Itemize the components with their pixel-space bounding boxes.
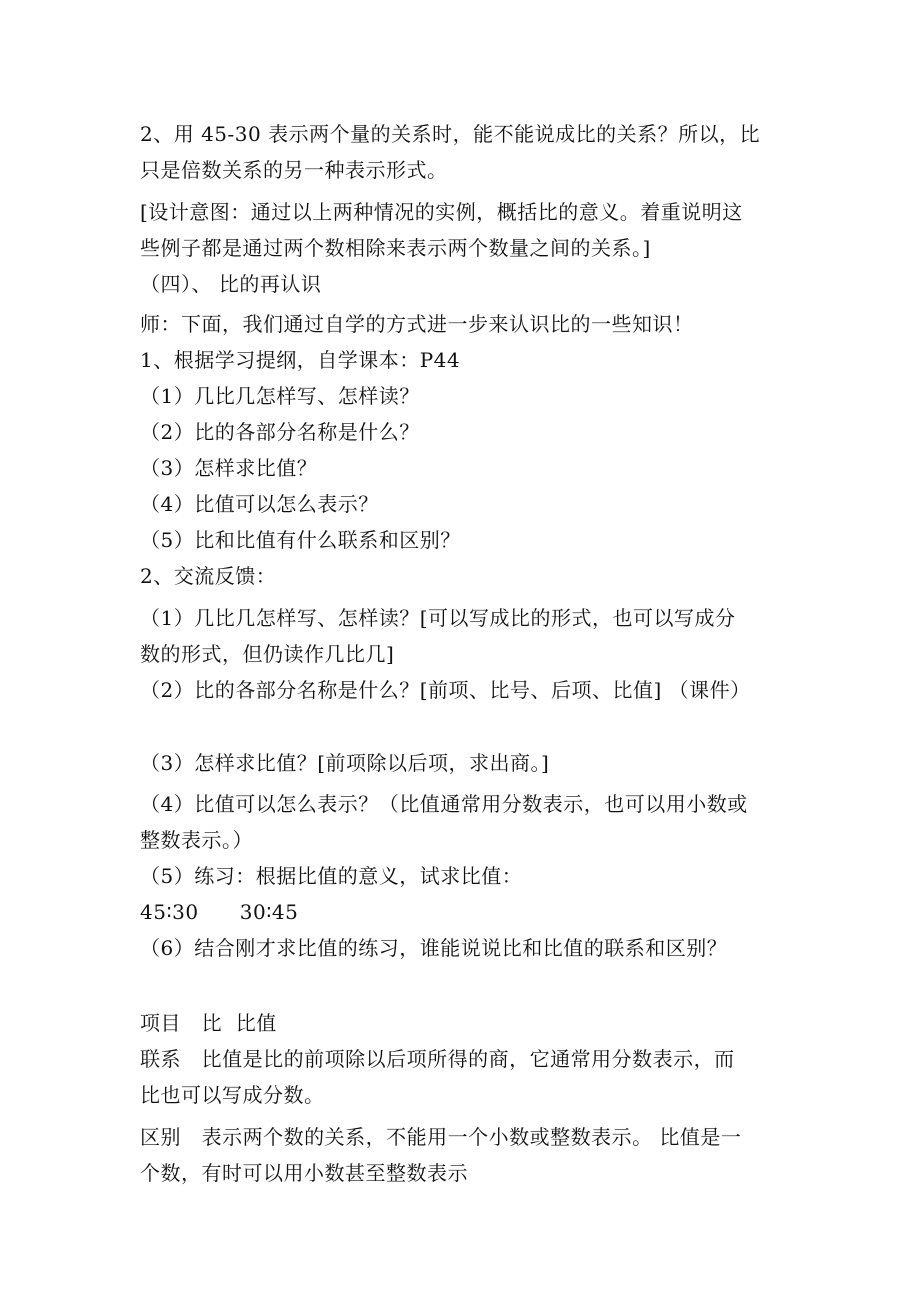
text-line: 只是倍数关系的另一种表示形式。 <box>140 158 448 182</box>
list-item: （5）练习：根据比值的意义，试求比值： <box>140 864 523 888</box>
list-item: （3）怎样求比值？[前项除以后项，求出商。] <box>140 751 550 775</box>
ratio-exercise: 45∶30 30∶45 <box>140 900 299 924</box>
table-row: 个数，有时可以用小数甚至整数表示 <box>140 1161 468 1185</box>
list-item: （6）结合刚才求比值的练习，谁能说说比和比值的联系和区别？ <box>140 936 728 960</box>
list-item: （4）比值可以怎么表示？ <box>140 492 379 516</box>
list-item: （2）比的各部分名称是什么？ <box>140 420 420 444</box>
table-row: 比也可以写成分数。 <box>140 1083 325 1107</box>
table-row: 联系 比值是比的前项除以后项所得的商，它通常用分数表示，而 <box>140 1047 735 1071</box>
list-item: （4）比值可以怎么表示？（比值通常用分数表示，也可以用小数或 <box>140 792 748 816</box>
text-line: 师：下面，我们通过自学的方式进一步来认识比的一些知识！ <box>140 312 694 336</box>
list-item: （1）几比几怎样写、怎样读？[可以写成比的形式，也可以写成分 <box>140 606 736 630</box>
table-header: 项目 比 比值 <box>140 1011 277 1035</box>
text-line: 2、用 45-30 表示两个量的关系时，能不能说成比的关系？所以，比 <box>140 122 761 146</box>
list-item: （2）比的各部分名称是什么？[前项、比号、后项、比值] （课件） <box>140 678 751 702</box>
text-line: 整数表示。） <box>140 828 253 852</box>
text-line: 2、交流反馈： <box>140 564 277 588</box>
list-item: （3）怎样求比值？ <box>140 456 318 480</box>
text-line: 些例子都是通过两个数相除来表示两个数量之间的关系。] <box>140 236 651 260</box>
table-row: 区别 表示两个数的关系，不能用一个小数或整数表示。 比值是一 <box>140 1125 742 1149</box>
section-heading: （四）、 比的再认识 <box>140 272 322 296</box>
text-line: 1、根据学习提纲，自学课本：P44 <box>140 348 461 372</box>
list-item: （5）比和比值有什么联系和区别？ <box>140 528 461 552</box>
list-item: （1）几比几怎样写、怎样读？ <box>140 384 420 408</box>
text-line: 数的形式，但仍读作几比几] <box>140 642 395 666</box>
text-line: [设计意图：通过以上两种情况的实例，概括比的意义。着重说明这 <box>140 200 743 224</box>
